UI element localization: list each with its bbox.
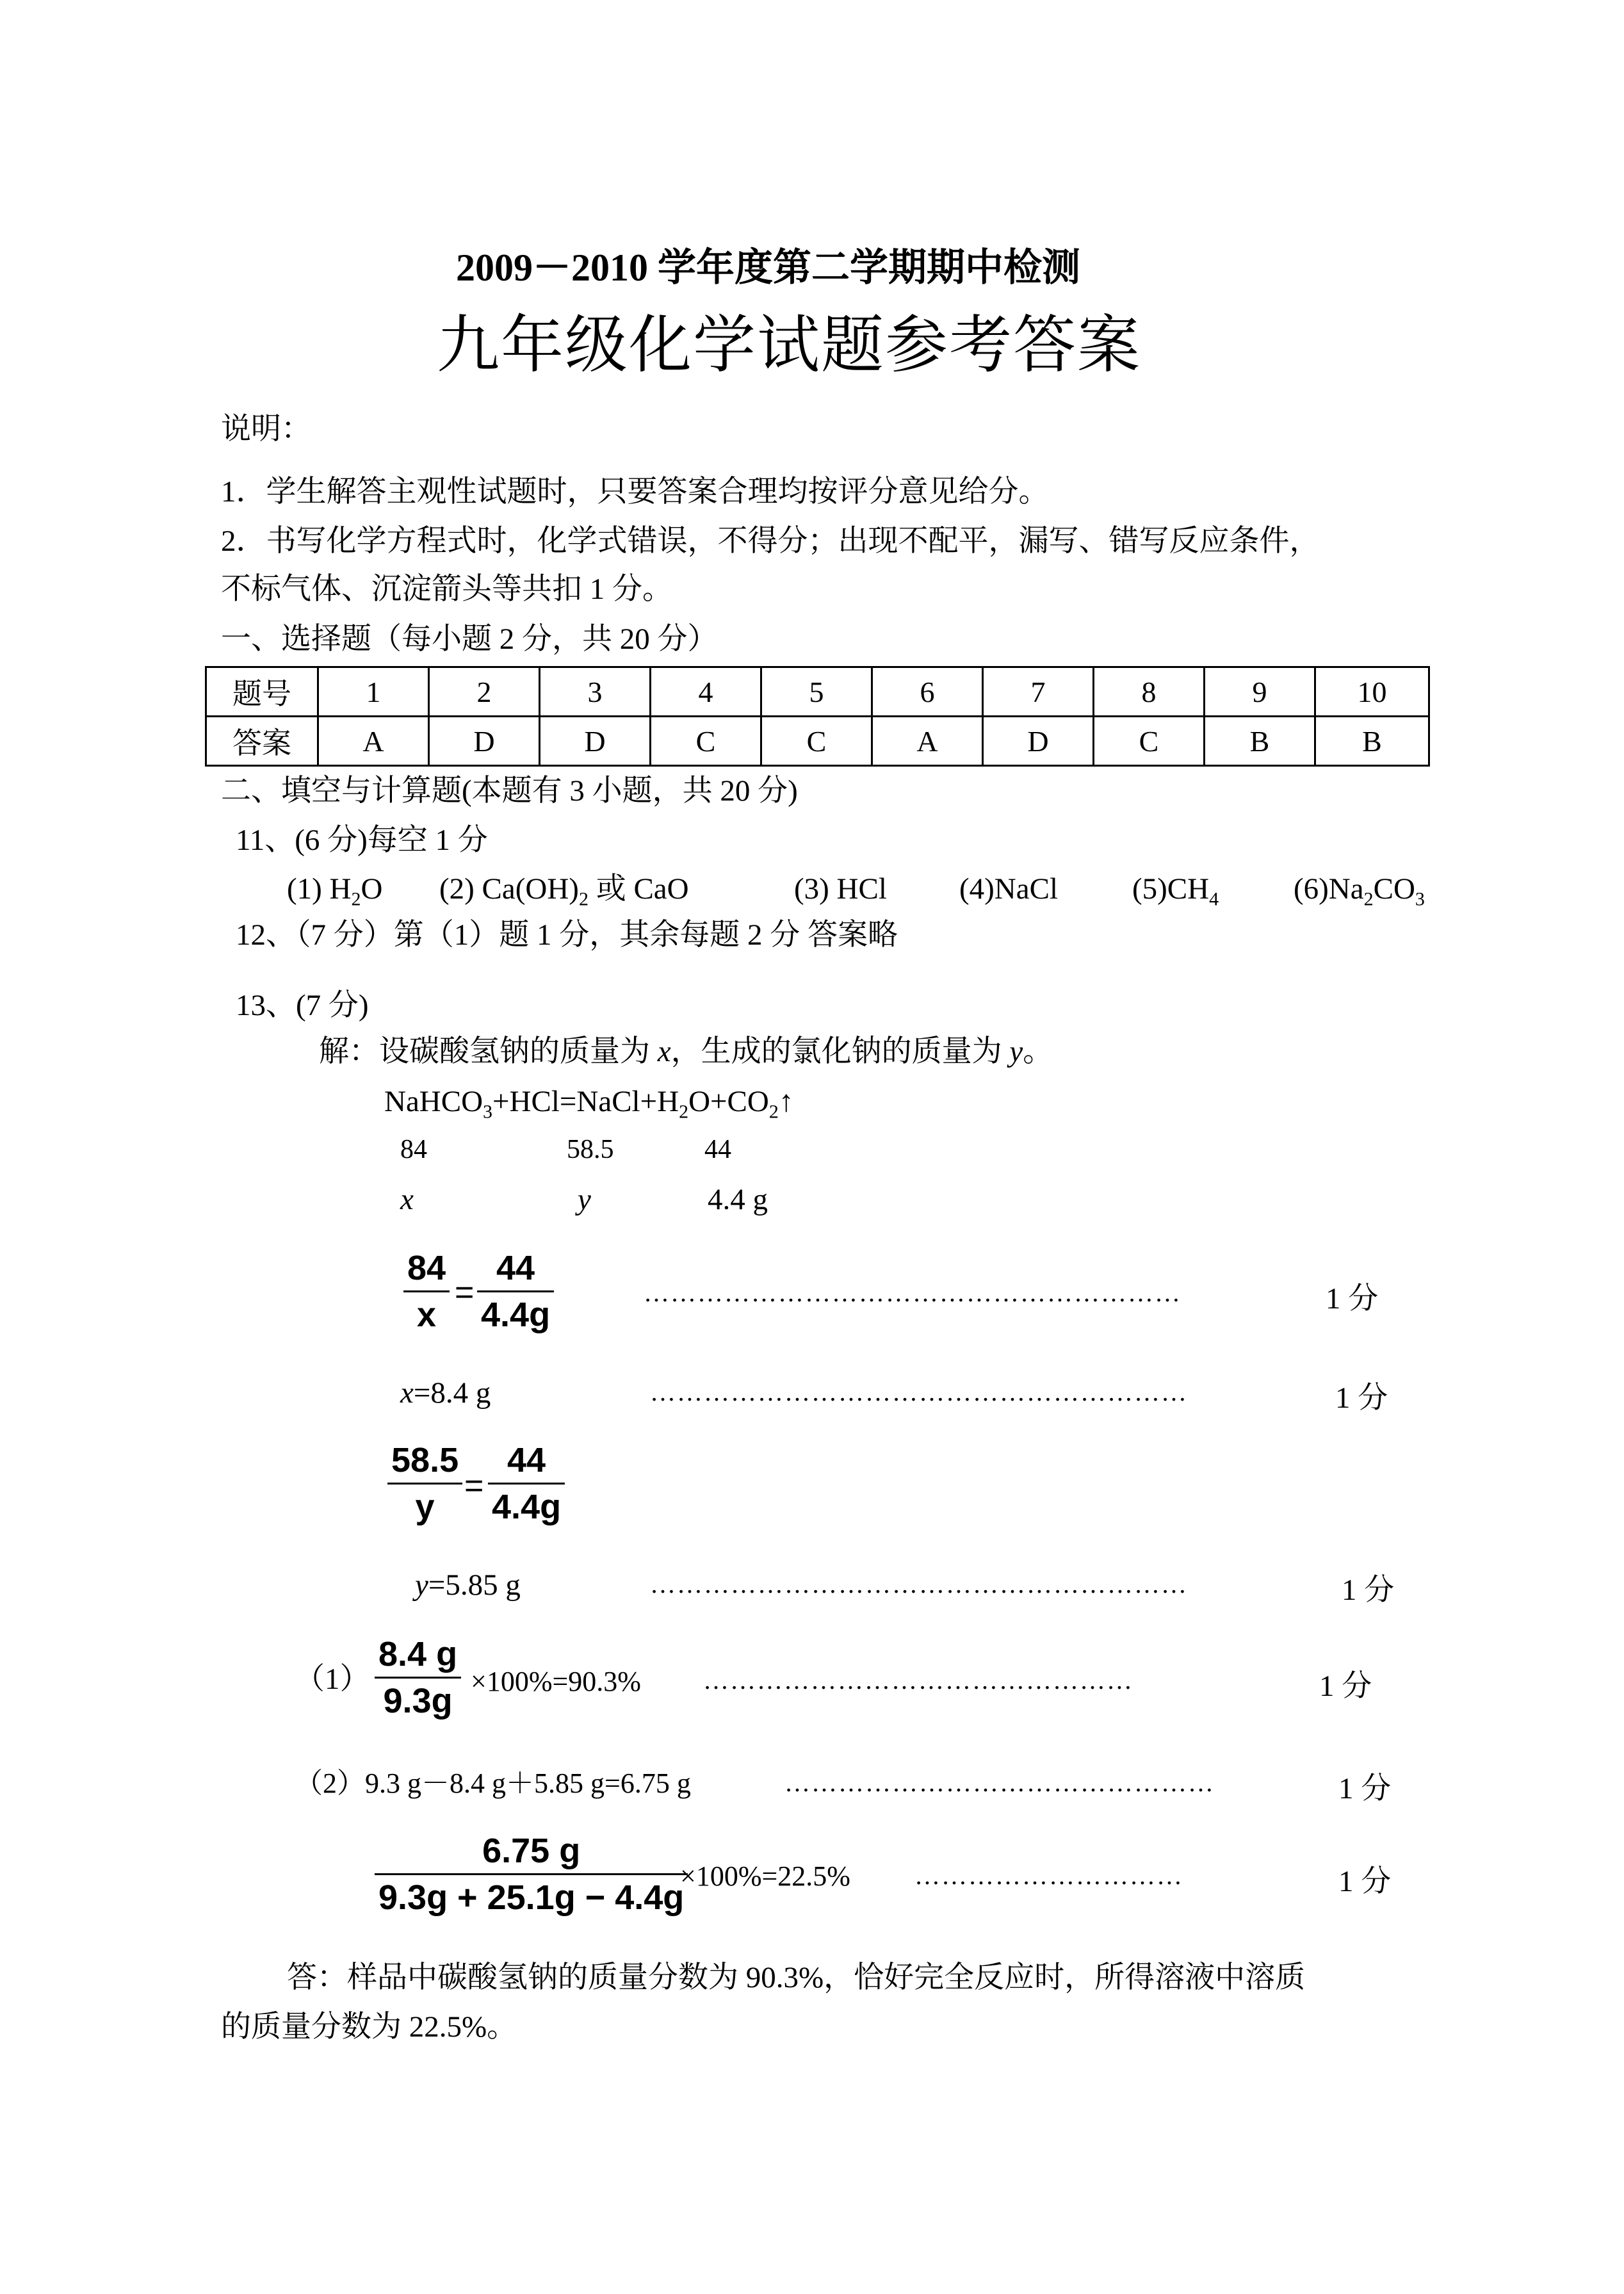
- table-cell: C: [761, 717, 872, 766]
- table-cell: D: [540, 717, 651, 766]
- note-item-2b: 不标气体、沉淀箭头等共扣 1 分。: [221, 573, 672, 606]
- part1-result: ×100%=90.3%: [471, 1666, 641, 1697]
- mass-84: 84: [400, 1135, 427, 1164]
- section1-heading: 一、选择题（每小题 2 分，共 20 分）: [221, 622, 718, 656]
- score-label: 1 分: [1335, 1381, 1388, 1415]
- leader-dots: ……………………………………………………: [650, 1378, 1188, 1406]
- table-cell: 5: [761, 667, 872, 717]
- part2-text: （2）9.3 g－8.4 g＋5.85 g=6.75 g: [295, 1768, 691, 1799]
- leader-dots: …………………………: [914, 1861, 1183, 1890]
- result-y: y=5.85 g: [415, 1568, 521, 1602]
- section2-heading: 二、填空与计算题(本题有 3 小题，共 20 分): [221, 774, 798, 808]
- table-cell: 6: [872, 667, 983, 717]
- fraction-denominator: 9.3g: [383, 1682, 453, 1720]
- q11-answer-5: $(5)CH_4$: [1132, 872, 1219, 910]
- score-label: 1 分: [1338, 1865, 1392, 1898]
- table-cell: 10: [1315, 667, 1429, 717]
- q13-solve: 解：设碳酸氢钠的质量为 x，生成的氯化钠的质量为 y。: [319, 1035, 1053, 1068]
- var-y: y: [578, 1183, 591, 1216]
- q11-answer-1: (1) $H_2O$: [287, 872, 383, 910]
- conclusion-line-1: 答：样品中碳酸氢钠的质量分数为 90.3%，恰好完全反应时，所得溶液中溶质: [287, 1961, 1306, 1994]
- leader-dots: …………………………………………: [784, 1768, 1215, 1797]
- q11-answer-3: (3) HCl: [794, 872, 887, 906]
- q11-answer-4: (4)NaCl: [959, 872, 1059, 906]
- table-cell: C: [651, 717, 761, 766]
- mass-58-5: 58.5: [567, 1135, 614, 1164]
- table-row-label: 答案: [206, 717, 318, 766]
- ratio-fraction-2a: [387, 1438, 462, 1529]
- score-label: 1 分: [1319, 1670, 1372, 1703]
- q12-text: 12、（7 分）第（1）题 1 分，其余每题 2 分 答案略: [236, 918, 898, 952]
- part2-result: ×100%=22.5%: [680, 1860, 850, 1892]
- table-cell: D: [429, 717, 540, 766]
- result-x: x=8.4 g: [400, 1376, 491, 1410]
- part1-label: （1）: [295, 1663, 370, 1696]
- table-cell: C: [1094, 717, 1205, 766]
- q11-label: 11、(6 分)每空 1 分: [236, 824, 488, 857]
- percent-fraction-2: [375, 1828, 688, 1920]
- conclusion-line-2: 的质量分数为 22.5%。: [221, 2010, 517, 2044]
- fraction-denominator: 4.4g: [481, 1296, 551, 1334]
- fraction-denominator: 4.4g: [492, 1488, 562, 1526]
- table-cell: 1: [318, 667, 429, 717]
- table-cell: 9: [1205, 667, 1315, 717]
- fraction-denominator: x: [417, 1296, 437, 1334]
- note-item-1: 1．学生解答主观性试题时，只要答案合理均按评分意见给分。: [221, 475, 1049, 508]
- mass-44: 44: [704, 1135, 731, 1164]
- table-cell: D: [983, 717, 1094, 766]
- q13-label: 13、(7 分): [236, 989, 369, 1022]
- title-line2: 九年级化学试题参考答案: [437, 309, 1142, 382]
- answer-table: [205, 666, 1430, 767]
- table-cell: 3: [540, 667, 651, 717]
- ratio-fraction-2b: [488, 1438, 565, 1529]
- notes-label: 说明：: [221, 412, 311, 446]
- score-label: 1 分: [1342, 1574, 1395, 1607]
- table-cell: 7: [983, 667, 1094, 717]
- score-label: 1 分: [1338, 1772, 1392, 1805]
- fraction-numerator: 6.75 g: [482, 1832, 581, 1870]
- table-cell: B: [1315, 717, 1429, 766]
- given-4-4g: 4.4 g: [708, 1183, 768, 1216]
- table-cell: 2: [429, 667, 540, 717]
- var-x: x: [400, 1183, 414, 1216]
- table-cell: A: [318, 717, 429, 766]
- title-line1: 2009－2010 学年度第二学期期中检测: [456, 247, 1080, 289]
- fraction-numerator: 58.5: [391, 1441, 459, 1479]
- score-label: 1 分: [1326, 1282, 1379, 1315]
- table-row-answers: [206, 717, 1429, 766]
- fraction-denominator: y: [415, 1488, 435, 1526]
- equals-sign: =: [455, 1274, 475, 1311]
- percent-fraction-1: [375, 1632, 461, 1723]
- leader-dots: …………………………………………: [703, 1666, 1133, 1695]
- ratio-fraction-1a: [403, 1246, 450, 1337]
- q11-answer-2: (2) $Ca(OH)_2$ 或 CaO: [439, 872, 689, 910]
- fraction-numerator: 84: [407, 1249, 446, 1287]
- table-row-label: 题号: [206, 667, 318, 717]
- fraction-numerator: 8.4 g: [378, 1635, 458, 1673]
- table-cell: A: [872, 717, 983, 766]
- leader-dots: ……………………………………………………: [650, 1570, 1188, 1598]
- q11-answer-6: $(6)Na_2CO_3$: [1294, 872, 1425, 910]
- table-cell: 4: [651, 667, 761, 717]
- fraction-denominator: 9.3g + 25.1g − 4.4g: [378, 1878, 685, 1917]
- leader-dots: ……………………………………………………: [644, 1278, 1181, 1307]
- ratio-fraction-1b: [477, 1246, 554, 1337]
- table-row-questions: [206, 667, 1429, 717]
- fraction-numerator: 44: [507, 1441, 546, 1479]
- table-cell: B: [1205, 717, 1315, 766]
- fraction-numerator: 44: [496, 1249, 535, 1287]
- equals-sign: =: [464, 1467, 484, 1504]
- note-item-2a: 2．书写化学方程式时，化学式错误，不得分；出现不配平，漏写、错写反应条件，: [221, 525, 1320, 558]
- chemical-equation: $NaHCO_3+HCl=NaCl+H_2O+CO_2↑$: [384, 1085, 794, 1123]
- table-cell: 8: [1094, 667, 1205, 717]
